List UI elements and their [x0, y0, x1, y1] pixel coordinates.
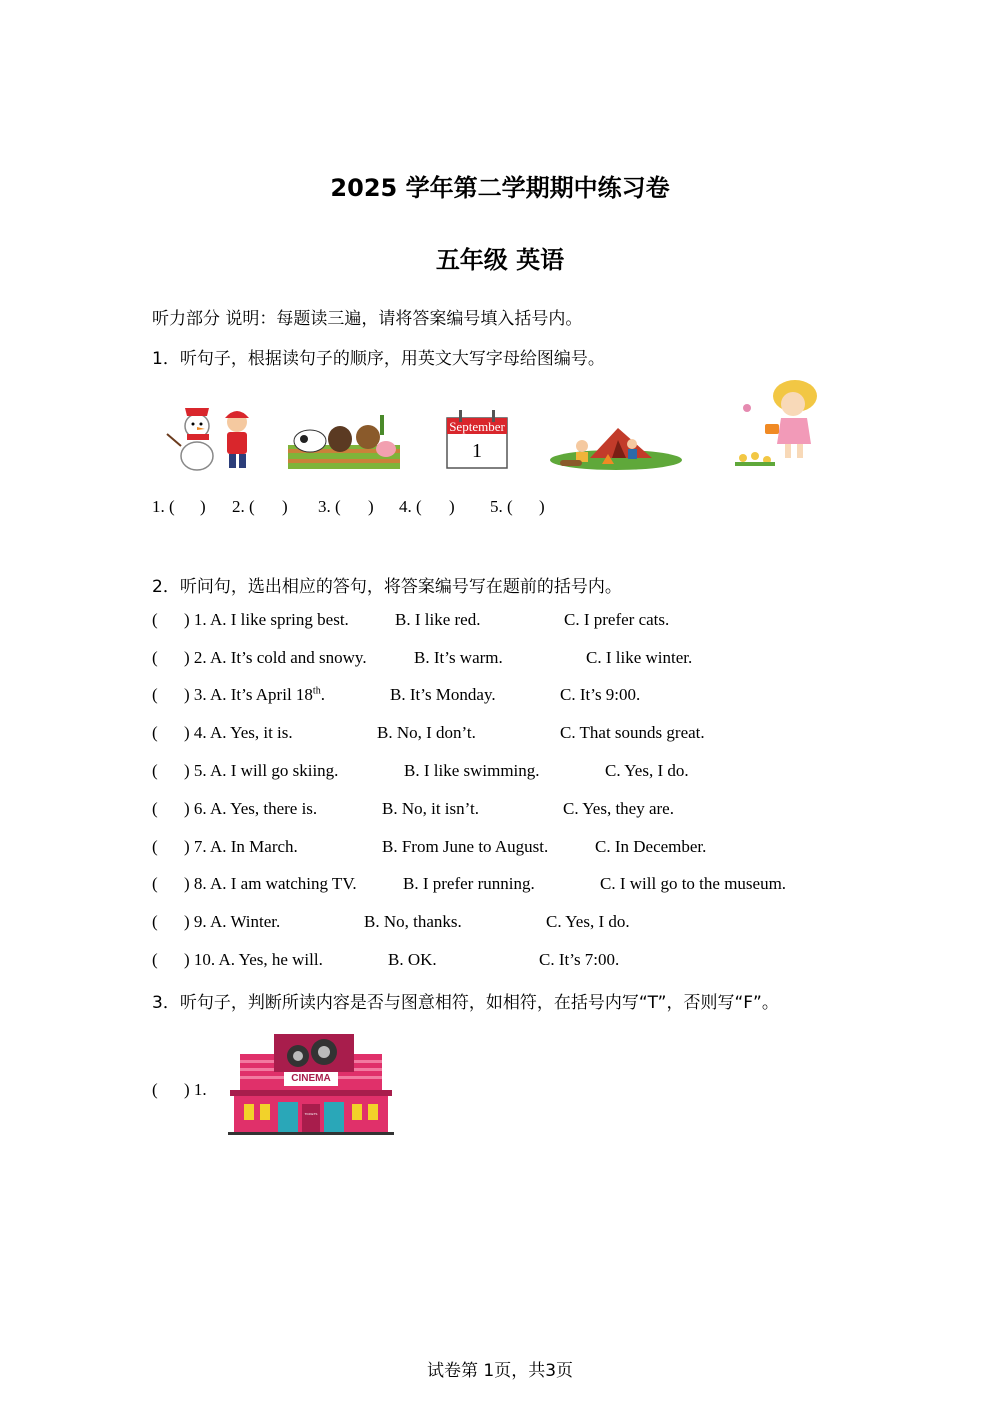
- page-subtitle: 五年级 英语: [435, 246, 565, 274]
- option-c: C. Yes, I do.: [546, 912, 630, 931]
- camping-tent-picture: [548, 426, 684, 470]
- page-title: 2025 学年第二学期期中练习卷: [330, 174, 670, 202]
- section1-heading: 1．听句子，根据读句子的顺序，用英文大写字母给图编号。: [152, 349, 605, 369]
- option-b: B. No, I don’t.: [377, 723, 476, 742]
- option-c: C. That sounds great.: [560, 723, 705, 742]
- item-number: ) 1.: [184, 1080, 207, 1099]
- snowman-with-boy-picture: [165, 400, 255, 472]
- answer-paren[interactable]: (: [152, 874, 158, 893]
- option-b: B. From June to August.: [382, 837, 549, 856]
- option-c: C. I will go to the museum.: [600, 874, 787, 893]
- cinema-picture: [226, 1032, 396, 1136]
- option-a: ) 9. A. Winter.: [184, 912, 281, 931]
- cinema-sign: CINEMA: [291, 1073, 331, 1084]
- section2-heading: 2．听问句，选出相应的答句，将答案编号写在题前的括号内。: [152, 577, 622, 597]
- option-a: ) 4. A. Yes, it is.: [184, 723, 293, 742]
- cinema-door-sign: TICKETS: [304, 1112, 318, 1116]
- option-c: C. In December.: [595, 837, 707, 856]
- section1-answer-row: [152, 497, 572, 519]
- close-paren: ): [368, 497, 374, 516]
- option-b: B. I like red.: [395, 610, 481, 629]
- option-b: B. I prefer running.: [403, 874, 535, 893]
- option-c: C. It’s 7:00.: [539, 950, 620, 969]
- option-b: B. No, thanks.: [364, 912, 462, 931]
- option-b: B. I like swimming.: [404, 761, 540, 780]
- close-paren: ): [449, 497, 455, 516]
- answer-slot-5[interactable]: 5. (: [490, 497, 513, 516]
- option-b: B. It’s Monday.: [390, 685, 496, 704]
- answer-paren[interactable]: (: [152, 610, 158, 629]
- option-a: ) 2. A. It’s cold and snowy.: [184, 648, 367, 667]
- option-c: C. Yes, they are.: [563, 799, 674, 818]
- listening-instructions: 听力部分 说明：每题读三遍，请将答案编号填入括号内。: [152, 309, 583, 329]
- option-a: ) 5. A. I will go skiing.: [184, 761, 339, 780]
- close-paren: ): [200, 497, 206, 516]
- option-a: ) 10. A. Yes, he will.: [184, 950, 323, 969]
- answer-paren[interactable]: (: [152, 685, 158, 704]
- option-b: B. No, it isn’t.: [382, 799, 479, 818]
- section3-item: [152, 1080, 232, 1102]
- option-a: ) 8. A. I am watching TV.: [184, 874, 357, 893]
- answer-slot-3[interactable]: 3. (: [318, 497, 341, 516]
- answer-slot-1[interactable]: 1. (: [152, 497, 175, 516]
- question-row: [152, 761, 852, 783]
- option-c: C. It’s 9:00.: [560, 685, 641, 704]
- close-paren: ): [539, 497, 545, 516]
- question-row: [152, 874, 852, 896]
- page-footer: 试卷第 1页，共3页: [426, 1361, 574, 1381]
- answer-paren[interactable]: (: [152, 799, 158, 818]
- option-a: ) 7. A. In March.: [184, 837, 298, 856]
- answer-paren[interactable]: (: [152, 912, 158, 931]
- option-b: B. OK.: [388, 950, 437, 969]
- section3-heading: 3．听句子，判断所读内容是否与图意相符，如相符，在括号内写“T”，否则写“F”。: [152, 993, 779, 1013]
- answer-paren[interactable]: (: [152, 723, 158, 742]
- option-c: C. I like winter.: [586, 648, 693, 667]
- question-row: [152, 723, 852, 745]
- calendar-month: September: [449, 419, 505, 434]
- farm-animals-picture: [288, 405, 400, 469]
- calendar-day: 1: [472, 440, 482, 462]
- answer-paren[interactable]: (: [152, 761, 158, 780]
- option-a: ) 1. A. I like spring best.: [184, 610, 349, 629]
- question-row: [152, 799, 852, 821]
- answer-paren[interactable]: (: [152, 1080, 158, 1099]
- close-paren: ): [282, 497, 288, 516]
- calendar-picture: [445, 408, 509, 470]
- question-row: [152, 837, 852, 859]
- answer-paren[interactable]: (: [152, 837, 158, 856]
- question-row: [152, 912, 852, 934]
- option-c: C. Yes, I do.: [605, 761, 689, 780]
- question-row: [152, 648, 852, 670]
- ordinal-suffix: th: [312, 685, 321, 697]
- answer-paren[interactable]: (: [152, 648, 158, 667]
- option-b: B. It’s warm.: [414, 648, 503, 667]
- answer-slot-2[interactable]: 2. (: [232, 497, 255, 516]
- girl-watering-flowers-picture: [735, 378, 827, 468]
- option-c: C. I prefer cats.: [564, 610, 670, 629]
- answer-slot-4[interactable]: 4. (: [399, 497, 422, 516]
- question-row: [152, 610, 852, 632]
- option-a: ) 3. A. It’s April 18th.: [184, 685, 325, 704]
- option-a: ) 6. A. Yes, there is.: [184, 799, 318, 818]
- answer-paren[interactable]: (: [152, 950, 158, 969]
- question-row: [152, 950, 852, 972]
- question-row: [152, 685, 852, 707]
